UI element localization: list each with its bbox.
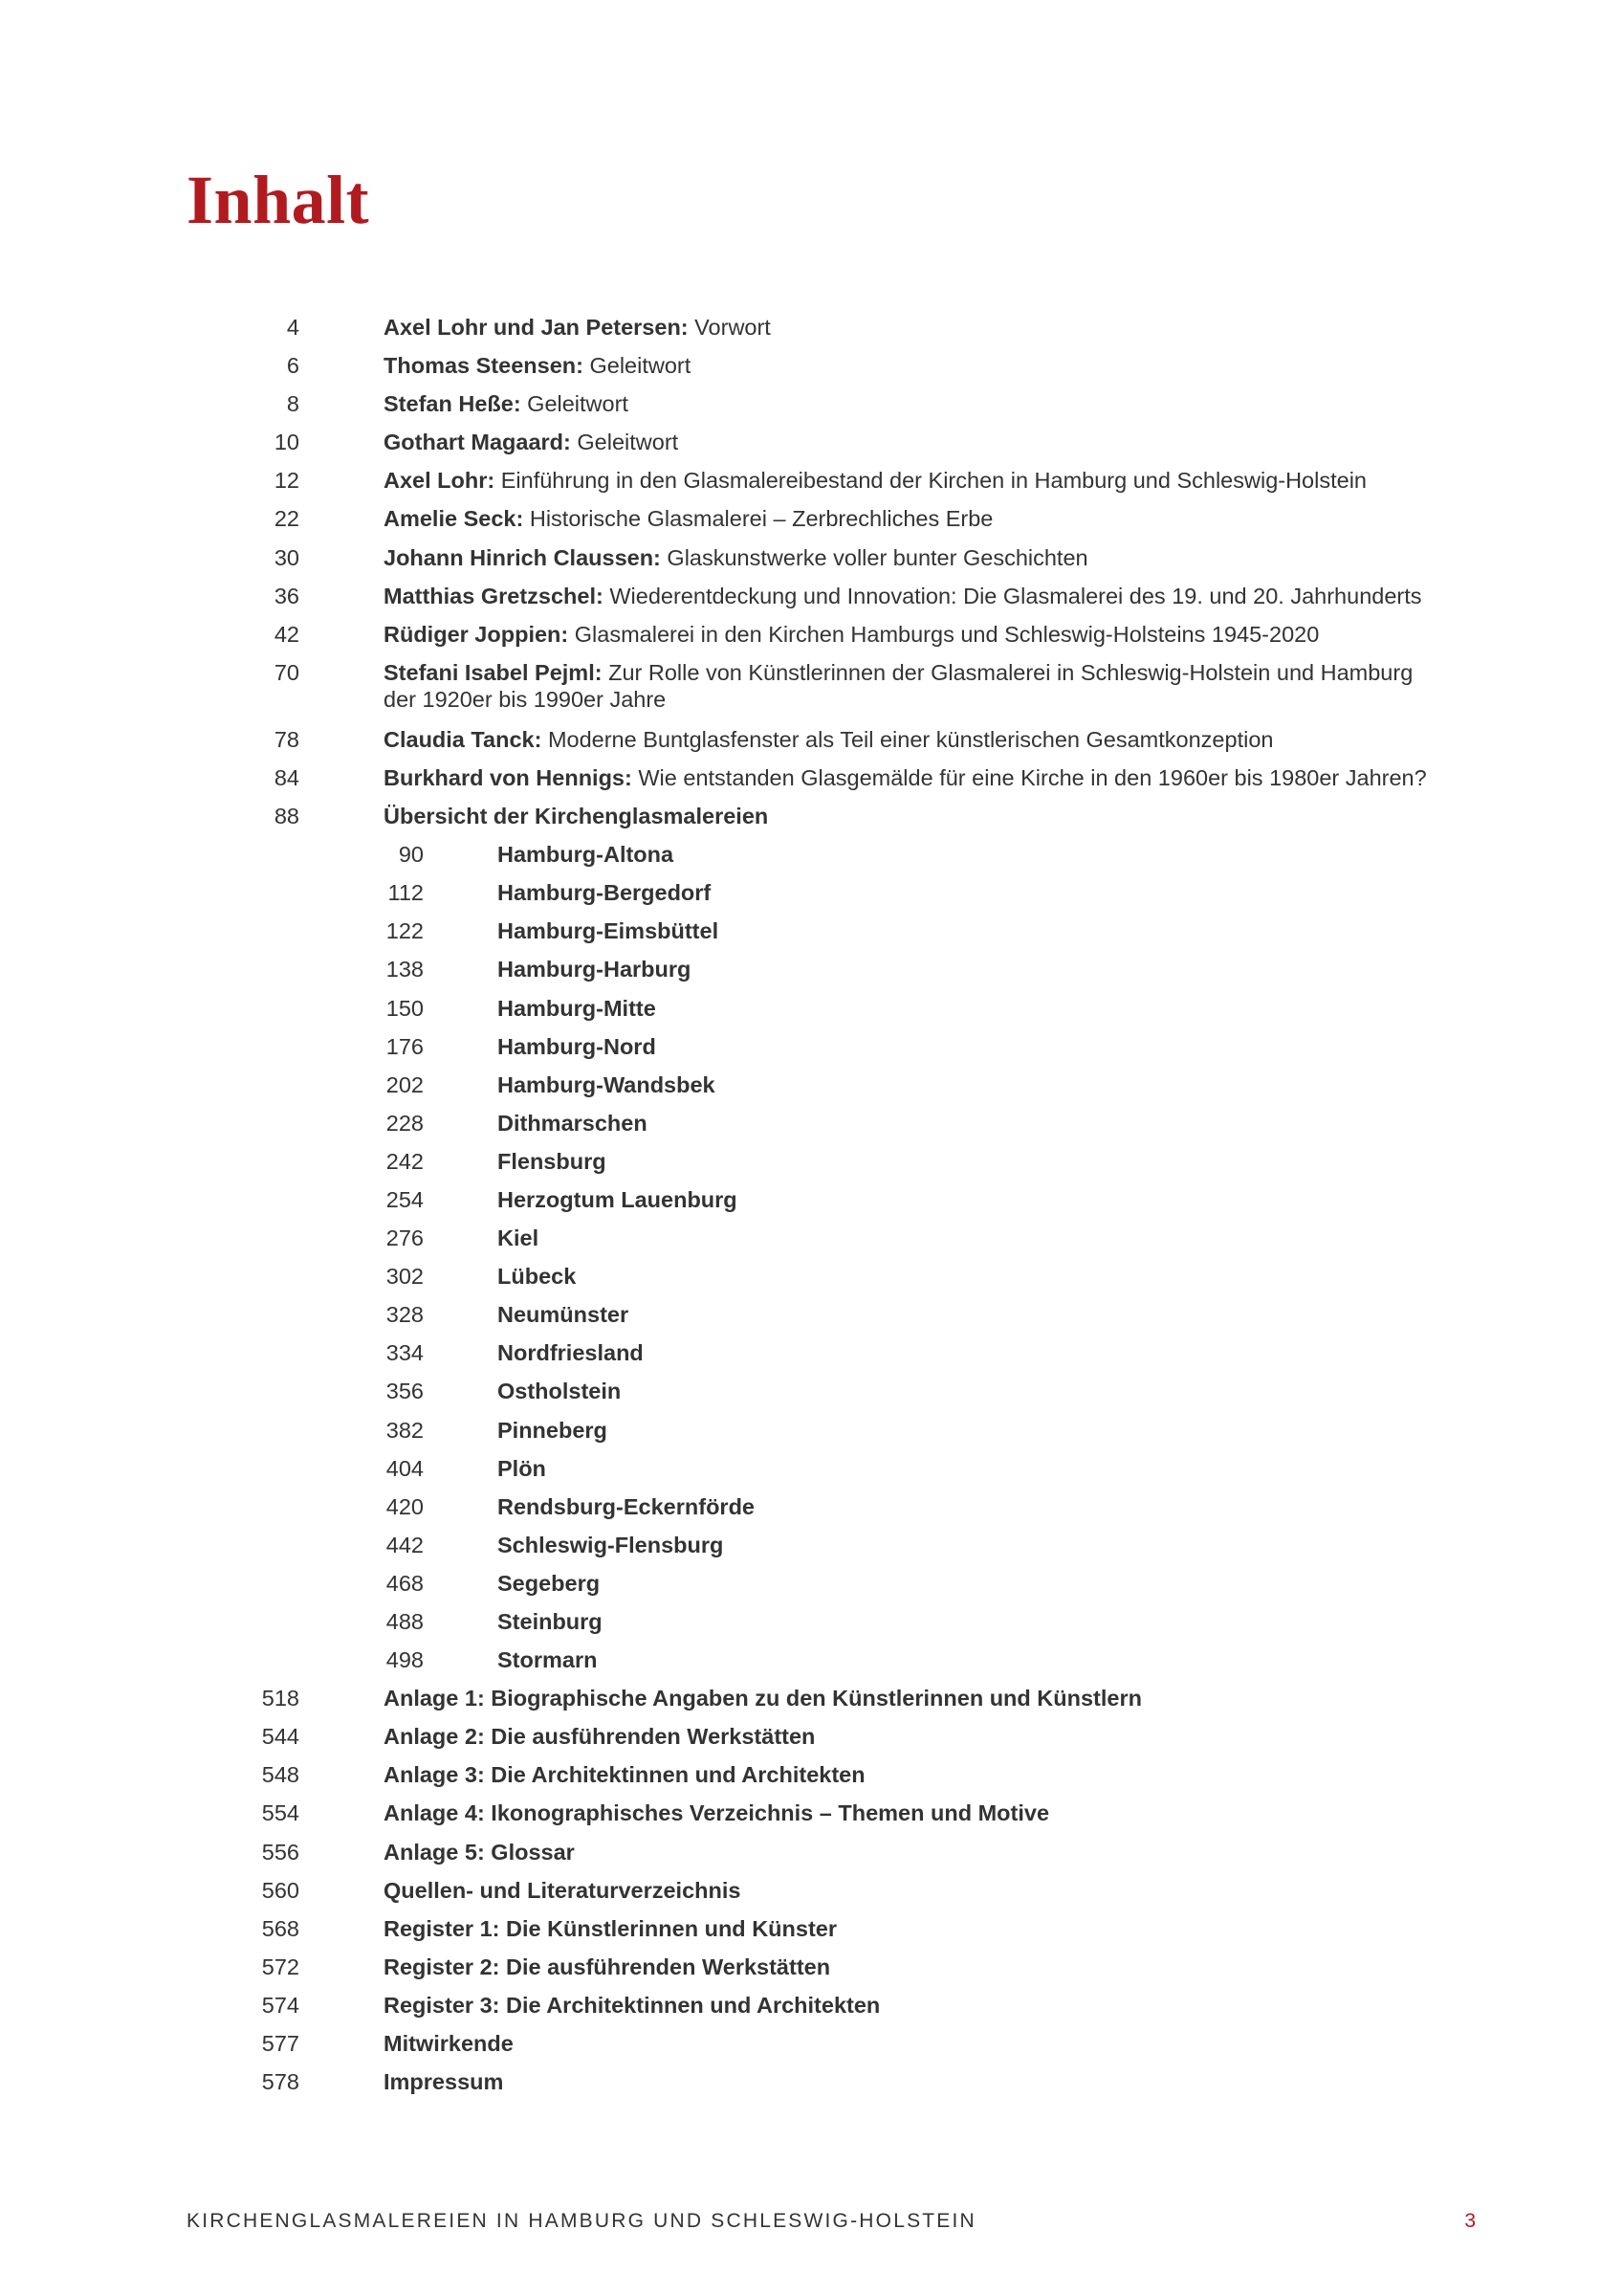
- toc-entry-text: [384, 1839, 1445, 1866]
- toc-region: Kiel: [497, 1225, 539, 1251]
- toc-page-number: 78: [274, 726, 299, 752]
- toc-entry-text: [384, 583, 1445, 609]
- toc-entry-text: [384, 1723, 1445, 1750]
- toc-entry-text: [497, 1148, 1358, 1175]
- toc-entry-text: [384, 1877, 1445, 1904]
- toc-page-number: 202: [385, 1071, 424, 1097]
- toc-entry-text: [497, 1570, 1358, 1597]
- toc-entry-text: [497, 956, 1358, 982]
- page-number: 3: [1464, 2210, 1476, 2232]
- toc-entry: [0, 615, 1623, 653]
- toc-region: Hamburg-Nord: [497, 1033, 656, 1059]
- toc-author: Amelie Seck:: [384, 506, 524, 532]
- toc-entry-text: [497, 1110, 1358, 1137]
- toc-title: Zur Rolle von Künstlerinnen der Glasmalerei in Schleswig-Holstein und Hamburg der 1920er bis 1990er Jahre: [384, 659, 1414, 712]
- toc-page-number: 568: [261, 1915, 299, 1941]
- toc-entry-text: [384, 314, 1445, 341]
- toc-region: Rendsburg-Eckernförde: [497, 1493, 755, 1519]
- toc-entry-text: [497, 1301, 1358, 1328]
- toc-region: Pinneberg: [497, 1417, 607, 1443]
- toc-author: Thomas Steensen:: [384, 353, 583, 379]
- toc-region: Stormarn: [497, 1647, 598, 1673]
- toc-page-number: 112: [387, 880, 424, 906]
- toc-entry-text: [384, 544, 1445, 571]
- toc-region: Herzogtum Lauenburg: [497, 1186, 737, 1212]
- toc-subentry: [0, 1564, 1623, 1602]
- toc-heading: Quellen- und Literaturverzeichnis: [384, 1877, 741, 1903]
- toc-page-number: 228: [385, 1110, 424, 1136]
- toc-subentry: [0, 1488, 1623, 1526]
- toc-subentry: [0, 1411, 1623, 1449]
- toc-page-number: 4: [286, 315, 299, 340]
- toc-author: Gothart Magaard:: [384, 430, 571, 455]
- toc-title: Geleitwort: [582, 353, 691, 379]
- toc-entry: [0, 499, 1623, 538]
- toc-page-number: 578: [261, 2069, 299, 2095]
- toc-page-number: 42: [274, 621, 299, 647]
- toc-entry: [0, 1755, 1623, 1794]
- toc-author: Axel Lohr:: [384, 468, 495, 494]
- toc-subentry: [0, 912, 1623, 950]
- toc-author: Stefan Heße:: [384, 391, 521, 417]
- toc-page-number: 488: [385, 1609, 424, 1634]
- toc-region: Ostholstein: [497, 1379, 622, 1404]
- toc-subentry: [0, 1602, 1623, 1641]
- toc-entry-text: [384, 1915, 1445, 1942]
- toc-entry: [0, 2024, 1623, 2063]
- toc-page-number: 560: [261, 1877, 299, 1903]
- toc-page-number: 468: [385, 1570, 424, 1596]
- toc-page-number: 498: [385, 1647, 424, 1673]
- toc-entry-text: [497, 1532, 1358, 1558]
- toc-entry: [0, 1871, 1623, 1910]
- toc-page-number: 420: [385, 1493, 424, 1519]
- toc-region: Nordfriesland: [497, 1340, 644, 1366]
- toc-entry-text: [384, 621, 1445, 648]
- toc-entry-text: [497, 841, 1358, 868]
- toc-entry-text: [497, 1455, 1358, 1482]
- toc-page-number: 176: [385, 1033, 424, 1059]
- toc-subentry: [0, 1641, 1623, 1679]
- toc-page-number: 328: [385, 1302, 424, 1328]
- toc-entry: [0, 385, 1623, 423]
- toc-title: Geleitwort: [520, 391, 628, 417]
- toc-heading: Impressum: [384, 2069, 504, 2095]
- toc-subentry: [0, 1027, 1623, 1066]
- toc-entry: [0, 346, 1623, 385]
- toc-subentry: [0, 1257, 1623, 1295]
- toc-page-number: 554: [261, 1800, 299, 1826]
- toc-entry-text: [497, 1417, 1358, 1444]
- toc-entry: [0, 1986, 1623, 2024]
- toc-entry-text: [497, 995, 1358, 1022]
- toc-entry: [0, 2063, 1623, 2101]
- toc-entry-text: [497, 1071, 1358, 1098]
- toc-region: Hamburg-Altona: [497, 842, 674, 868]
- toc-entry-text: [384, 726, 1445, 753]
- toc-author: Burkhard von Hennigs:: [384, 764, 632, 790]
- toc-region: Hamburg-Wandsbek: [497, 1071, 715, 1097]
- toc-entry-text: [384, 764, 1445, 791]
- toc-entry: [0, 1717, 1623, 1755]
- toc-page-number: 442: [385, 1532, 424, 1557]
- running-footer-title: KIRCHENGLASMALEREIEN IN HAMBURG UND SCHLESWIG-HOLSTEIN: [186, 2210, 976, 2232]
- toc-page-number: 242: [385, 1148, 424, 1174]
- toc-region: Steinburg: [497, 1609, 603, 1634]
- toc-entry-text: [384, 1954, 1445, 1980]
- toc-subentry: [0, 835, 1623, 873]
- toc-entry-text: [384, 659, 1445, 713]
- toc-title: Glaskunstwerke voller bunter Geschichten: [660, 544, 1088, 570]
- toc-page-number: 84: [274, 764, 299, 790]
- toc-region: Hamburg-Harburg: [497, 957, 691, 982]
- page-title: Inhalt: [186, 162, 370, 238]
- toc-entry-text: [384, 352, 1445, 379]
- toc-region: Plön: [497, 1455, 546, 1481]
- toc-entry-text: [384, 1761, 1445, 1788]
- toc-title: Vorwort: [688, 315, 771, 340]
- toc-entry-text: [384, 1685, 1445, 1711]
- toc-region: Segeberg: [497, 1570, 601, 1596]
- toc-entry: [0, 653, 1623, 720]
- toc-entry: [0, 720, 1623, 759]
- toc-heading: Anlage 3: Die Architektinnen und Architekten: [384, 1762, 866, 1788]
- toc-subentry: [0, 1372, 1623, 1410]
- toc-entry-text: [497, 1378, 1358, 1404]
- toc-heading: Mitwirkende: [384, 2031, 514, 2057]
- toc-subentry: [0, 873, 1623, 912]
- toc-page-number: 577: [261, 2031, 299, 2057]
- toc-region: Lübeck: [497, 1264, 577, 1290]
- toc-author: Claudia Tanck:: [384, 726, 542, 752]
- toc-region: Hamburg-Eimsbüttel: [497, 918, 719, 944]
- toc-entry-text: [497, 1263, 1358, 1290]
- toc-entry-text: [384, 803, 1445, 829]
- toc-entry-text: [384, 467, 1445, 494]
- toc-entry-text: [497, 879, 1358, 906]
- toc-page-number: 138: [385, 957, 424, 982]
- toc-entry: [0, 759, 1623, 797]
- toc-heading: Übersicht der Kirchenglasmalereien: [384, 804, 769, 829]
- toc-entry: [0, 423, 1623, 461]
- toc-subentry: [0, 1142, 1623, 1181]
- toc-entry: [0, 539, 1623, 577]
- toc-page-number: 30: [274, 544, 299, 570]
- toc-page-number: 10: [274, 430, 299, 455]
- toc-title: Geleitwort: [570, 430, 679, 455]
- toc-entry-text: [497, 1646, 1358, 1673]
- toc-entry-text: [497, 917, 1358, 944]
- toc-heading: Anlage 2: Die ausführenden Werkstätten: [384, 1724, 816, 1750]
- toc-page-number: 404: [385, 1455, 424, 1481]
- toc-entry: [0, 1833, 1623, 1871]
- toc-title: Moderne Buntglasfenster als Teil einer künstlerischen Gesamtkonzeption: [541, 726, 1274, 752]
- toc-page-number: 8: [286, 391, 299, 417]
- toc-page-number: 36: [274, 583, 299, 608]
- toc-page-number: 12: [274, 468, 299, 494]
- toc-region: Schleswig-Flensburg: [497, 1532, 724, 1557]
- toc-page-number: 548: [261, 1762, 299, 1788]
- toc-subentry: [0, 1526, 1623, 1564]
- toc-entry: [0, 1948, 1623, 1986]
- toc-entry-text: [384, 505, 1445, 532]
- toc-entry-text: [384, 429, 1445, 455]
- toc-entry-text: [384, 1992, 1445, 2019]
- toc-author: Stefani Isabel Pejml:: [384, 659, 603, 685]
- toc-heading: Anlage 5: Glossar: [384, 1839, 575, 1865]
- toc-entry-text: [384, 1799, 1445, 1826]
- toc-page-number: 574: [261, 1992, 299, 2018]
- toc-page-number: 334: [385, 1340, 424, 1366]
- toc-entry-text: [497, 1033, 1358, 1060]
- toc-page-number: 544: [261, 1724, 299, 1750]
- toc-entry-text: [384, 390, 1445, 417]
- toc-page-number: 6: [286, 353, 299, 379]
- toc-region: Hamburg-Mitte: [497, 995, 656, 1021]
- toc-author: Axel Lohr und Jan Petersen:: [384, 315, 689, 340]
- toc-entry-text: [384, 2030, 1445, 2057]
- toc-region: Dithmarschen: [497, 1110, 647, 1136]
- toc-entry-text: [497, 1608, 1358, 1635]
- toc-subentry: [0, 1104, 1623, 1142]
- toc-region: Neumünster: [497, 1302, 629, 1328]
- toc-subentry: [0, 1066, 1623, 1104]
- toc-entry-text: [497, 1186, 1358, 1213]
- toc-title: Einführung in den Glasmalereibestand der Kirchen in Hamburg und Schleswig-Holstein: [494, 468, 1367, 494]
- toc-entry-text: [497, 1493, 1358, 1520]
- toc-heading: Register 2: Die ausführenden Werkstätten: [384, 1954, 831, 1979]
- toc-entry: [0, 1910, 1623, 1948]
- toc-subentry: [0, 1449, 1623, 1488]
- toc-author: Johann Hinrich Claussen:: [384, 544, 661, 570]
- toc-title: Wiederentdeckung und Innovation: Die Glasmalerei des 19. und 20. Jahrhunderts: [603, 583, 1422, 608]
- toc-region: Flensburg: [497, 1148, 606, 1174]
- toc-title: Wie entstanden Glasgemälde für eine Kirche in den 1960er bis 1980er Jahren?: [631, 764, 1427, 790]
- toc-author: Rüdiger Joppien:: [384, 621, 569, 647]
- toc-heading: Anlage 4: Ikonographisches Verzeichnis – Themen und Motive: [384, 1800, 1050, 1826]
- toc-page-number: 356: [385, 1379, 424, 1404]
- toc-subentry: [0, 1334, 1623, 1372]
- toc-heading: Anlage 1: Biographische Angaben zu den Künstlerinnen und Künstlern: [384, 1686, 1142, 1711]
- toc-title: Historische Glasmalerei – Zerbrechliches Erbe: [523, 506, 994, 532]
- toc-page-number: 518: [261, 1686, 299, 1711]
- toc-page-number: 556: [261, 1839, 299, 1865]
- toc-page-number: 122: [385, 918, 424, 944]
- toc-entry: [0, 461, 1623, 499]
- toc-entry-text: [384, 2068, 1445, 2095]
- toc-region: Hamburg-Bergedorf: [497, 880, 712, 906]
- toc-subentry: [0, 1295, 1623, 1334]
- toc-heading: Register 3: Die Architektinnen und Architekten: [384, 1992, 881, 2018]
- toc-title: Glasmalerei in den Kirchen Hamburgs und Schleswig-Holsteins 1945-2020: [568, 621, 1320, 647]
- toc-page-number: 70: [274, 659, 299, 685]
- toc-page-number: 150: [385, 995, 424, 1021]
- toc-page-number: 88: [274, 804, 299, 829]
- toc-entry-text: [497, 1339, 1358, 1366]
- toc-entry-text: [497, 1225, 1358, 1251]
- toc-subentry: [0, 1181, 1623, 1219]
- toc-page-number: 254: [385, 1186, 424, 1212]
- toc-entry: [0, 308, 1623, 346]
- toc-entry: [0, 1794, 1623, 1832]
- toc-page-number: 382: [385, 1417, 424, 1443]
- toc-page-number: 302: [385, 1264, 424, 1290]
- toc-page-number: 276: [385, 1225, 424, 1251]
- toc-entry: [0, 1679, 1623, 1717]
- toc-page-number: 90: [398, 842, 424, 868]
- toc-heading: Register 1: Die Künstlerinnen und Künster: [384, 1915, 837, 1941]
- toc-author: Matthias Gretzschel:: [384, 583, 603, 608]
- toc-subentry: [0, 1219, 1623, 1257]
- table-of-contents: [0, 308, 1623, 2101]
- toc-subentry: [0, 989, 1623, 1027]
- toc-page-number: 22: [274, 506, 299, 532]
- toc-subentry: [0, 950, 1623, 988]
- toc-entry: [0, 577, 1623, 615]
- toc-entry: [0, 797, 1623, 835]
- toc-page-number: 572: [261, 1954, 299, 1979]
